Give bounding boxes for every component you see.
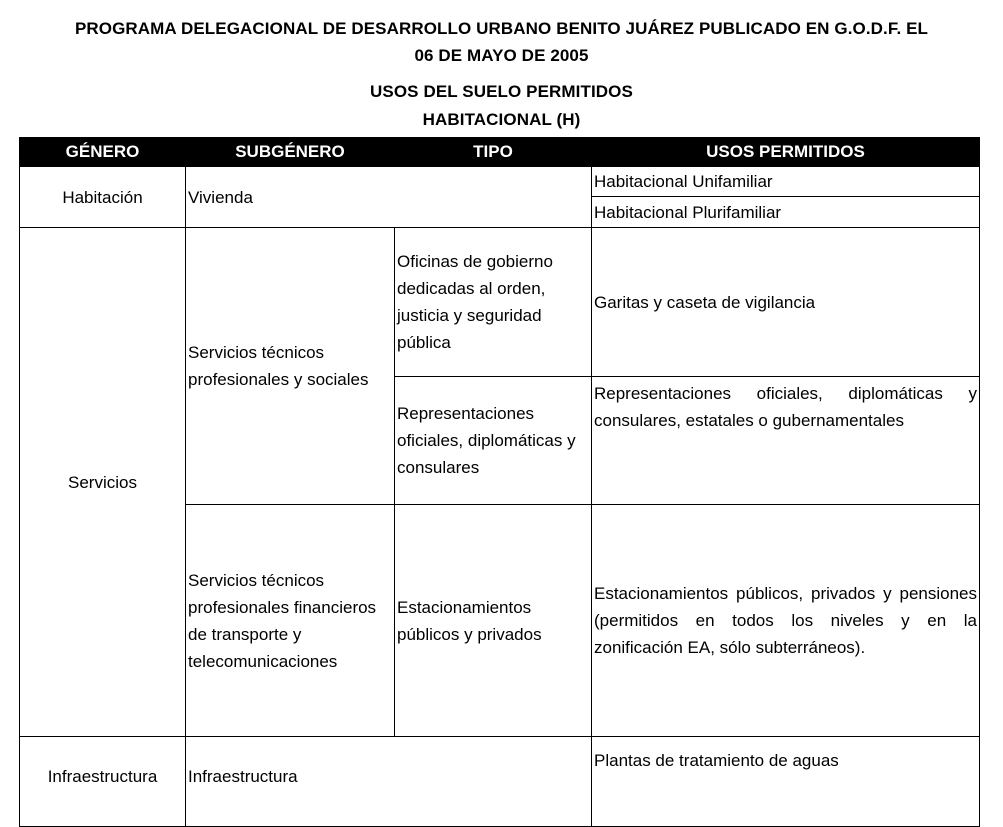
cell-usos-representaciones: Representaciones oficiales, diplomáticas y consulares, estatales o gubernamentales [592, 377, 980, 505]
table-row [20, 737, 980, 827]
cell-tipo-estacionamientos: Estacionamientos públicos y privados [395, 505, 592, 737]
cell-subgenero-servicios-financieros: Servicios técnicos profesionales financieros de transporte y telecomunicaciones [186, 505, 395, 737]
cell-subgenero-servicios-sociales: Servicios técnicos profesionales y sociales [186, 228, 395, 505]
table-row [20, 167, 980, 197]
land-use-table [19, 137, 980, 827]
header-genero: GÉNERO [20, 138, 186, 167]
title-line-1: PROGRAMA DELEGACIONAL DE DESARROLLO URBANO BENITO JUÁREZ PUBLICADO EN G.O.D.F. EL [74, 19, 929, 38]
cell-subgenero-vivienda: Vivienda [186, 167, 592, 228]
cell-usos-plantas: Plantas de tratamiento de aguas [592, 737, 980, 827]
table-row [20, 228, 980, 377]
cell-tipo-representaciones: Representaciones oficiales, diplomáticas y consulares [395, 377, 592, 505]
cell-usos-garitas: Garitas y caseta de vigilancia [592, 228, 980, 377]
table-header-row [20, 138, 980, 167]
cell-subgenero-infraestructura: Infraestructura [186, 737, 592, 827]
cell-genero-infraestructura: Infraestructura [20, 737, 186, 827]
header-usos-permitidos: USOS PERMITIDOS [592, 138, 980, 167]
cell-usos-plurifamiliar: Habitacional Plurifamiliar [592, 197, 980, 228]
header-subgenero: SUBGÉNERO [186, 138, 395, 167]
cell-genero-habitacion: Habitación [20, 167, 186, 228]
cell-usos-estacionamientos: Estacionamientos públicos, privados y pensiones (permitidos en todos los niveles y en la zonificación EA, sólo subterráneos). [592, 505, 980, 737]
cell-usos-unifamiliar: Habitacional Unifamiliar [592, 167, 980, 197]
title-line-3: USOS DEL SUELO PERMITIDOS [370, 82, 633, 101]
cell-genero-servicios: Servicios [20, 228, 186, 737]
cell-tipo-oficinas-gobierno: Oficinas de gobierno dedicadas al orden, justicia y seguridad pública [395, 228, 592, 377]
title-line-4: HABITACIONAL (H) [422, 110, 581, 129]
header-tipo: TIPO [395, 138, 592, 167]
title-line-2: 06 DE MAYO DE 2005 [414, 46, 589, 65]
